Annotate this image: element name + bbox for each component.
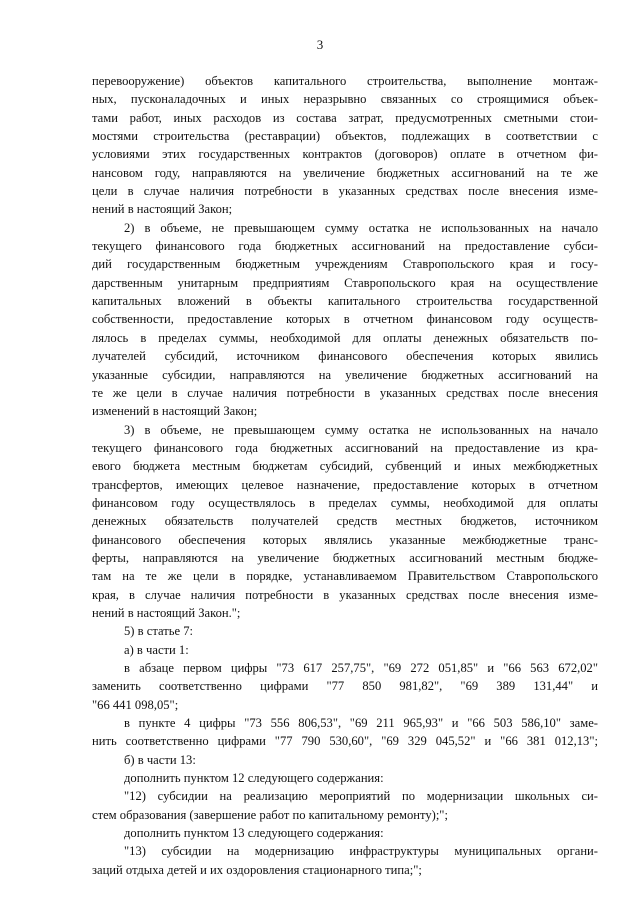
- text-line: б) в части 13:: [124, 752, 196, 767]
- text-line: 3) в объеме, не превышающем сумму остатка не использованных на начало: [124, 422, 598, 437]
- text-line: лялось в пределах суммы, необходимой для оплаты денежных обязательств по-: [92, 330, 598, 345]
- text-line: края, в случае наличия потребности в указанных средствах после внесения изме-: [92, 587, 598, 602]
- text-line: нений в настоящий Закон;: [92, 202, 233, 217]
- text-line: а) в части 1:: [124, 642, 189, 657]
- text-line: текущего финансового года бюджетных ассигнований на предоставление субси-: [92, 239, 598, 254]
- text-line: евого бюджета местным бюджетам субсидий, субвенций и иных межбюджетных: [92, 459, 598, 474]
- text-line: 5) в статье 7:: [124, 624, 194, 639]
- text-line: текущего финансового года бюджетных ассигнований на предоставление из кра-: [92, 440, 598, 455]
- text-line: в пункте 4 цифры "73 556 806,53", "69 211 965,93" и "66 503 586,10" заме-: [124, 716, 598, 731]
- text-line: тами работ, иных расходов из состава затрат, предусмотренных сметными стои-: [92, 110, 598, 125]
- page-number: 3: [316, 37, 324, 52]
- document-body: [92, 72, 598, 879]
- text-line: нить соответственно цифрами "77 790 530,60", "69 329 045,52" и "66 381 012,13";: [92, 734, 598, 749]
- text-line: финансового обеспечения которых являлись указанные межбюджетные транс-: [92, 532, 598, 547]
- text-line: 2) в объеме, не превышающем сумму остатка не использованных на начало: [124, 220, 598, 235]
- text-line: дий государственным бюджетным учреждениям Ставропольского края и госу-: [92, 257, 598, 272]
- text-line: те же цели в случае наличия потребности в указанных средствах после внесения: [92, 385, 598, 400]
- text-line: капитальных вложений в объекты капитального строительства государственной: [92, 294, 598, 309]
- text-line: финансовом году осуществлялось в пределах суммы, необходимой для оплаты: [92, 495, 598, 510]
- text-line: нансовом году, направляются на увеличение бюджетных ассигнований на те же: [92, 165, 598, 180]
- text-line: лучателей субсидий, источником финансового обеспечения которых явились: [92, 349, 598, 364]
- text-line: указанные субсидии, направляются на увеличение бюджетных ассигнований на: [92, 367, 598, 382]
- text-line: там на те же цели в порядке, устанавливаемом Правительством Ставропольского: [92, 569, 598, 584]
- text-line: дополнить пунктом 12 следующего содержания:: [124, 771, 384, 786]
- text-line: ных, пусконаладочных и иных неразрывно связанных со строящимися объек-: [92, 92, 598, 107]
- text-line: дарственным унитарным предприятиям Ставропольского края на осуществление: [92, 275, 598, 290]
- text-line: заций отдыха детей и их оздоровления стационарного типа;";: [92, 862, 422, 877]
- text-line: ферты, направляются на увеличение бюджетных ассигнований местным бюдже-: [92, 550, 598, 565]
- text-line: в абзаце первом цифры "73 617 257,75", "69 272 051,85" и "66 563 672,02": [124, 661, 598, 675]
- text-line: нений в настоящий Закон.";: [92, 605, 241, 620]
- text-line: денежных обязательств получателей средств местных бюджетов, источником: [92, 514, 598, 529]
- text-line: перевооружение) объектов капитального строительства, выполнение монтаж-: [92, 74, 598, 88]
- text-line: условиями этих государственных контрактов (договоров) оплате в отчетном фи-: [92, 147, 598, 162]
- text-line: изменений в настоящий Закон;: [92, 404, 258, 419]
- text-line: дополнить пунктом 13 следующего содержания:: [124, 826, 384, 841]
- text-line: стем образования (завершение работ по капитальному ремонту);";: [92, 807, 448, 822]
- text-line: собственности, предоставление которых в отчетном финансовом году осуществ-: [92, 312, 598, 327]
- text-line: цели в случае наличия потребности в указанных средствах после внесения изме-: [92, 184, 598, 199]
- text-line: "12) субсидии на реализацию мероприятий по модернизации школьных си-: [124, 789, 598, 804]
- text-line: трансфертов, имеющих целевое назначение, предоставление которых в отчетном: [92, 477, 598, 492]
- text-line: "13) субсидии на модернизацию инфраструктуры муниципальных органи-: [124, 844, 598, 859]
- text-line: "66 441 098,05";: [92, 697, 179, 712]
- text-line: мостями строительства (реставрации) объектов, подлежащих в соответствии с: [92, 129, 598, 144]
- text-line: заменить соответственно цифрами "77 850 981,82", "69 389 131,44" и: [92, 679, 598, 694]
